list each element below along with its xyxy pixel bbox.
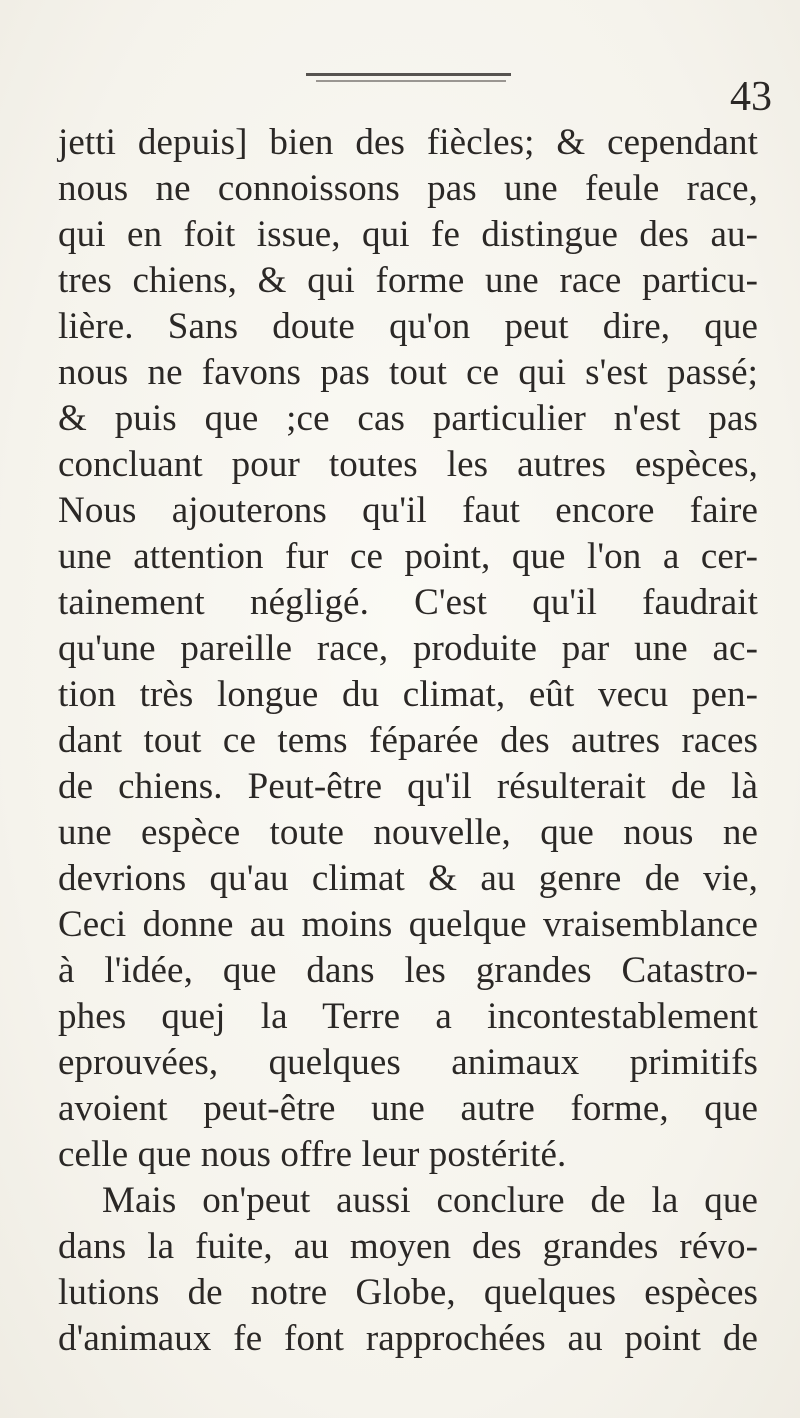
- text-line: de chiens. Peut-être qu'il résulterait de là: [58, 766, 758, 807]
- text-line: dans la fuite, au moyen des grandes révo-: [58, 1226, 758, 1267]
- text-line: tainement négligé. C'est qu'il faudrait: [58, 582, 758, 623]
- text-line: à l'idée, que dans les grandes Catastro-: [58, 950, 758, 991]
- text-line: devrions qu'au climat & au genre de vie,: [58, 858, 758, 899]
- text-line: nous ne connoissons pas une feule race,: [58, 168, 758, 209]
- header-rule: [306, 73, 511, 76]
- text-line: lière. Sans doute qu'on peut dire, que: [58, 306, 758, 347]
- text-line: d'animaux fe font rapprochées au point de: [58, 1318, 758, 1359]
- text-line: phes quej la Terre a incontestablement: [58, 996, 758, 1037]
- text-line: & puis que ;ce cas particulier n'est pas: [58, 398, 758, 439]
- text-line: concluant pour toutes les autres espèces,: [58, 444, 758, 485]
- text-line: dant tout ce tems féparée des autres races: [58, 720, 758, 761]
- text-line: eprouvées, quelques animaux primitifs: [58, 1042, 758, 1083]
- text-line: nous ne favons pas tout ce qui s'est passé;: [58, 352, 758, 393]
- body-text: [58, 120, 758, 1362]
- text-line: Nous ajouterons qu'il faut encore faire: [58, 490, 758, 531]
- page-number: 43: [730, 74, 772, 120]
- header-rule-secondary: [316, 80, 506, 82]
- text-line: tres chiens, & qui forme une race particu-: [58, 260, 758, 301]
- text-line: une attention fur ce point, que l'on a cer-: [58, 536, 758, 577]
- text-line: celle que nous offre leur postérité.: [58, 1134, 567, 1175]
- text-line-paragraph-start: Mais on'peut aussi conclure de la que: [102, 1180, 758, 1221]
- text-line: qu'une pareille race, produite par une ac-: [58, 628, 758, 669]
- text-line: lutions de notre Globe, quelques espèces: [58, 1272, 758, 1313]
- text-line: jetti depuis] bien des fiècles; & cependant: [58, 122, 758, 163]
- text-line: tion très longue du climat, eût vecu pen-: [58, 674, 758, 715]
- text-line: Ceci donne au moins quelque vraisemblance: [58, 904, 758, 945]
- text-line: avoient peut-être une autre forme, que: [58, 1088, 758, 1129]
- text-line: une espèce toute nouvelle, que nous ne: [58, 812, 758, 853]
- text-line: qui en foit issue, qui fe distingue des au-: [58, 214, 758, 255]
